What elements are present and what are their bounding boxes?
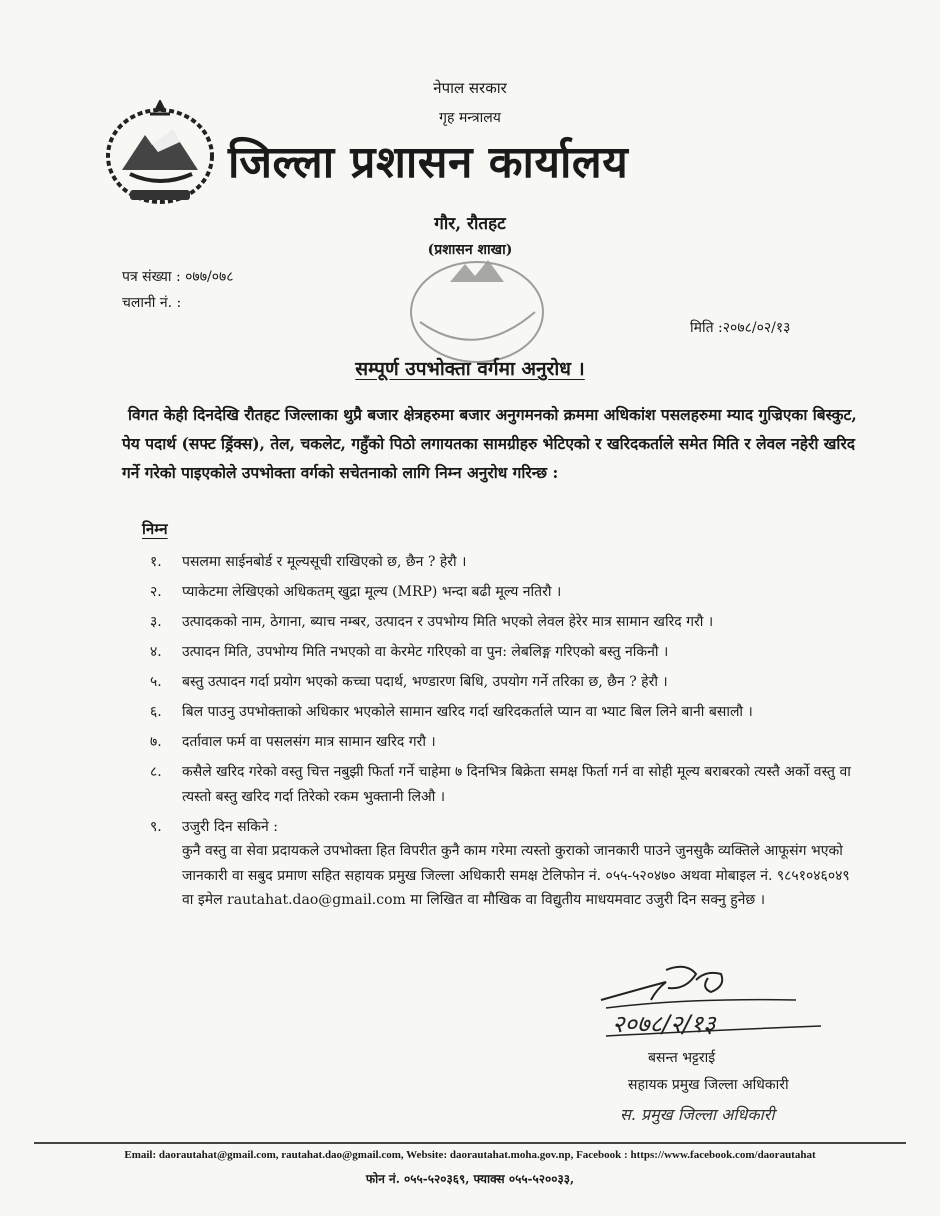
item-number: ९. bbox=[150, 818, 162, 835]
item-text: उत्पादन मिति, उपभोग्य मिति नभएको वा केरमेट गरिएको वा पुन: लेबलिङ्ग गरिएको बस्तु नकिनौ । bbox=[182, 644, 669, 660]
intro-paragraph: विगत केही दिनदेखि रौतहट जिल्लाका थुप्रै बजार क्षेत्रहरुमा बजार अनुगमनको क्रममा अधिकांश पसलहरुमा म्याद गुज्रिएका बिस्कुट, पेय पदार्थ (सफ्ट ड्रिंक्स), तेल, चकलेट, गहुँको पिठो लगायतका सामग्रीहरु भेटिएको र खरिदकर्ताले समेत मिति र लेवल नहेरी खरिद गर्ने गरेको पाइएकोले उपभोक्ता वर्गको सचेतनाको लागि निम्न अनुरोध गरिन्छ : bbox=[122, 405, 857, 482]
list-item bbox=[150, 700, 862, 725]
letter-date: मिति :२०७८/०२/१३ bbox=[690, 320, 791, 336]
list-item bbox=[150, 760, 862, 809]
office-stamp-icon bbox=[400, 252, 550, 370]
item-number: ३. bbox=[150, 614, 162, 630]
signer-name: बसन्त भट्टराई bbox=[648, 1050, 716, 1066]
list-item bbox=[150, 730, 862, 755]
item-text: बस्तु उत्पादन गर्दा प्रयोग भएको कच्चा पदार्थ, भण्डारण बिधि, उपयोग गर्ने तरिका छ, छैन ? हेरौ । bbox=[182, 674, 668, 690]
ministry-name: गृह मन्त्रालय bbox=[439, 110, 501, 126]
government-name: नेपाल सरकार bbox=[433, 79, 507, 97]
dispatch-number: चलानी नं. : bbox=[122, 295, 182, 311]
subject-text: सम्पूर्ण उपभोक्ता वर्गमा अनुरोध । bbox=[355, 358, 585, 380]
item-number: २. bbox=[150, 584, 162, 600]
signature-date: २०७८/२/१३ bbox=[612, 1010, 716, 1038]
item-text: उत्पादकको नाम, ठेगाना, ब्याच नम्बर, उत्पादन र उपभोग्य मिति भएको लेवल हेरेर मात्र सामान खरिद गरौ । bbox=[182, 614, 714, 630]
footer-phone: फोन नं. ०५५-५२०३६९, फ्याक्स ०५५-५२००३३, bbox=[365, 1172, 575, 1186]
item-number: ४. bbox=[150, 644, 162, 660]
item-number: ७. bbox=[150, 734, 162, 750]
item-text: कसैले खरिद गरेको वस्तु चित्त नबुझी फिर्ता गर्ने चाहेमा ७ दिनभित्र बिक्रेता समक्ष फिर्ता गर्न वा सोही मूल्य बराबरको त्यस्तै अर्को वस्तु वा त्यस्तो बस्तु खरिद गर्दा तिरेको रकम भुक्तानी लिऔ । bbox=[182, 764, 851, 805]
complaint-paragraph: कुनै वस्तु वा सेवा प्रदायकले उपभोक्ता हित विपरीत कुनै काम गरेमा त्यस्तो कुराको जानकारी पाउने जुनसुकै व्यक्तिले आफूसंग भएको जानकारी वा सबुद प्रमाण सहित सहायक प्रमुख जिल्ला अधिकारी समक्ष टेलिफोन नं. ०५५-५२०४७० अथवा मोबाइल नं. ९८५१०४६०४९ वा इमेल rautahat.dao@gmail.com मा लिखित वा मौखिक वा विद्युतीय माधयमवाट उजुरी दिन सक्नु हुनेछ । bbox=[182, 843, 850, 908]
letter-subject bbox=[0, 355, 940, 381]
list-item bbox=[150, 610, 862, 635]
item-text: प्याकेटमा लेखिएको अधिकतम् खुद्रा मूल्य (MRP) भन्दा बढी मूल्य नतिरौ । bbox=[182, 584, 562, 600]
item-number: ६. bbox=[150, 704, 162, 720]
list-item bbox=[150, 670, 862, 695]
item-text: उजुरी दिन सकिने : bbox=[182, 818, 278, 835]
signature-icon bbox=[596, 960, 826, 1040]
office-title: जिल्ला प्रशासन कार्यालय bbox=[228, 137, 629, 188]
item-text: दर्तावाल फर्म वा पसलसंग मात्र सामान खरिद गरौ । bbox=[182, 734, 436, 750]
item-number: १. bbox=[150, 554, 162, 570]
footer-divider bbox=[34, 1142, 906, 1144]
item-text: बिल पाउनु उपभोक्ताको अधिकार भएकोले सामान खरिद गर्दा खरिदकर्ताले प्यान वा भ्याट बिल लिने बानी बसालौ । bbox=[182, 704, 753, 720]
office-section: (प्रशासन शाखा) bbox=[427, 242, 513, 258]
list-item bbox=[150, 550, 862, 575]
reference-number: पत्र संख्या : ०७७/०७८ bbox=[122, 269, 234, 285]
signer-title: सहायक प्रमुख जिल्ला अधिकारी bbox=[628, 1077, 789, 1093]
item-number: ५. bbox=[150, 674, 162, 690]
item-number: ८. bbox=[150, 764, 162, 780]
list-heading: निम्न bbox=[142, 520, 168, 538]
office-address: गौर, रौतहट bbox=[434, 214, 506, 234]
list-item bbox=[150, 640, 862, 665]
list-item bbox=[150, 815, 862, 840]
request-list bbox=[150, 550, 862, 918]
item-text: पसलमा साईनबोर्ड र मूल्यसूची राखिएको छ, छैन ? हेरौ । bbox=[182, 554, 467, 570]
complaint-paragraph-item bbox=[150, 839, 862, 913]
signer-stamp: स. प्रमुख जिल्ला अधिकारी bbox=[620, 1105, 775, 1124]
footer-contacts: Email: daorautahat@gmail.com, rautahat.dao@gmail.com, Website: daorautahat.moha.gov.np, Facebook : https://www.facebook.com/daorautahat bbox=[124, 1149, 816, 1161]
list-item bbox=[150, 580, 862, 605]
